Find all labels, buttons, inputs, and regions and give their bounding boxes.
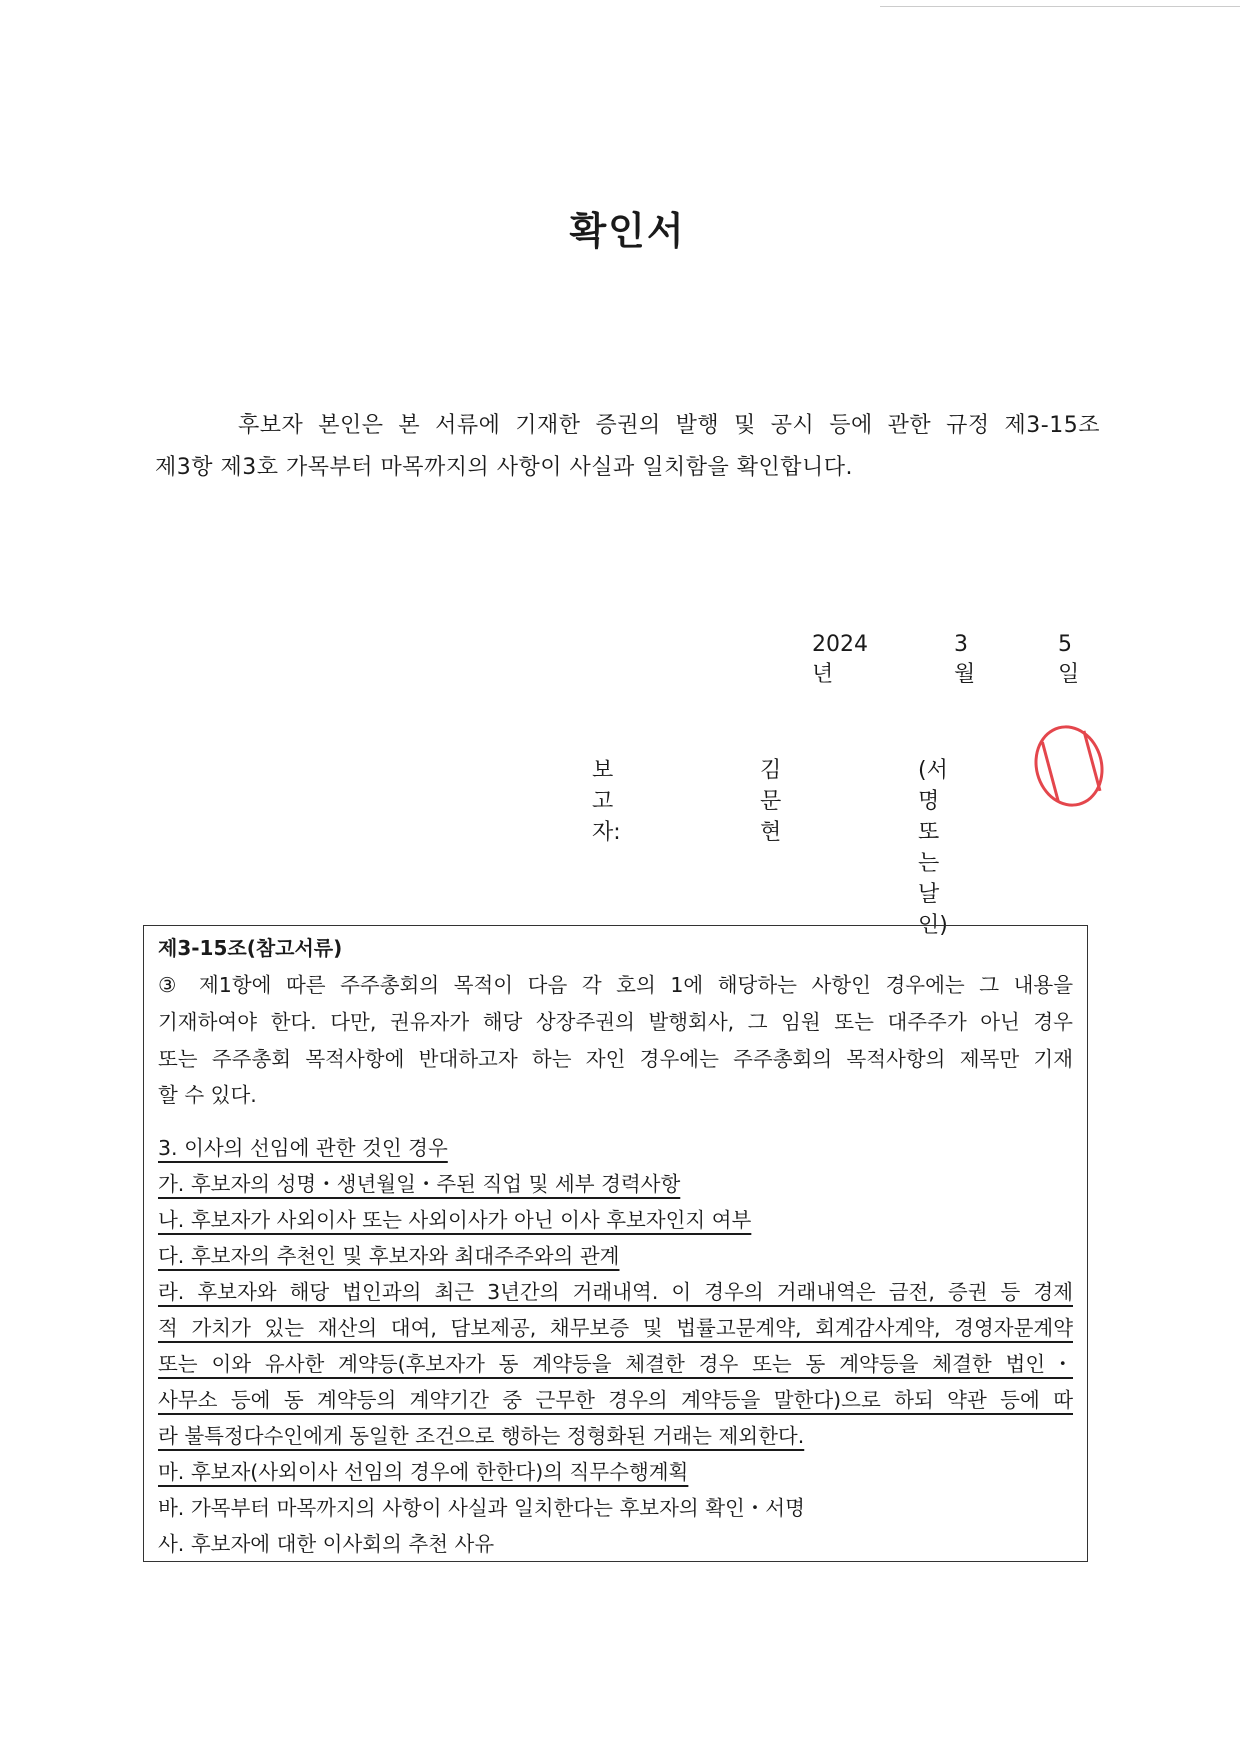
date-day: 5일 — [1058, 632, 1080, 687]
date-month: 3월 — [954, 632, 976, 687]
reference-item: 3. 이사의 선임에 관한 것인 경우 — [158, 1136, 448, 1160]
reference-item: 사무소 등에 동 계약등의 계약기간 중 근무한 경우의 계약등을 말한다)으로 하되 약관 등에 따 — [158, 1388, 1073, 1412]
reference-item: 라. 후보자와 해당 법인과의 최근 3년간의 거래내역. 이 경우의 거래내역은 금전, 증권 등 경제 — [158, 1280, 1073, 1304]
reference-para-line: 기재하여야 한다. 다만, 권유자가 해당 상장주권의 발행회사, 그 임원 또는 대주주가 아닌 경우 — [158, 1010, 1073, 1034]
reporter-name: 김 문 현 — [760, 758, 784, 845]
reference-item: 다. 후보자의 추천인 및 후보자와 최대주주와의 관계 — [158, 1244, 620, 1268]
reference-item: 적 가치가 있는 재산의 대여, 담보제공, 채무보증 및 법률고문계약, 회계감사계약, 경영자문계약 — [158, 1316, 1073, 1340]
reference-para-line: 할 수 있다. — [158, 1083, 257, 1107]
reporter-label: 보고자: — [592, 758, 621, 845]
reference-item: 마. 후보자(사외이사 선임의 경우에 한한다)의 직무수행계획 — [158, 1460, 689, 1484]
seal-stamp — [1026, 718, 1113, 815]
date-year: 2024년 — [812, 632, 868, 687]
reference-para-line: ③ 제1항에 따른 주주총회의 목적이 다음 각 호의 1에 해당하는 사항인 경우에는 그 내용을 — [158, 973, 1073, 997]
reference-item: 또는 이와 유사한 계약등(후보자가 동 계약등을 체결한 경우 또는 동 계약등을 체결한 법인・ — [158, 1352, 1073, 1376]
reference-item: 사. 후보자에 대한 이사회의 추천 사유 — [158, 1532, 495, 1556]
reference-heading: 제3-15조(참고서류) — [158, 936, 343, 960]
statement-line-2: 제3항 제3호 가목부터 마목까지의 사항이 사실과 일치함을 확인합니다. — [155, 455, 853, 480]
reference-item: 나. 후보자가 사외이사 또는 사외이사가 아닌 이사 후보자인지 여부 — [158, 1208, 752, 1232]
statement-line-1: 후보자 본인은 본 서류에 기재한 증권의 발행 및 공시 등에 관한 규정 제3-15조 — [238, 413, 1100, 438]
scan-edge-line — [880, 6, 1240, 7]
reference-para-line: 또는 주주총회 목적사항에 반대하고자 하는 자인 경우에는 주주총회의 목적사항의 제목만 기재 — [158, 1047, 1073, 1071]
reference-item: 바. 가목부터 마목까지의 사항이 사실과 일치한다는 후보자의 확인・서명 — [158, 1496, 805, 1520]
document-title: 확인서 — [569, 209, 686, 253]
signature-note: (서명 또는 날인) — [918, 758, 948, 938]
reference-item: 가. 후보자의 성명・생년월일・주된 직업 및 세부 경력사항 — [158, 1172, 681, 1196]
reference-item: 라 불특정다수인에게 동일한 조건으로 행하는 정형화된 거래는 제외한다. — [158, 1424, 805, 1448]
reference-box — [143, 925, 1088, 1562]
